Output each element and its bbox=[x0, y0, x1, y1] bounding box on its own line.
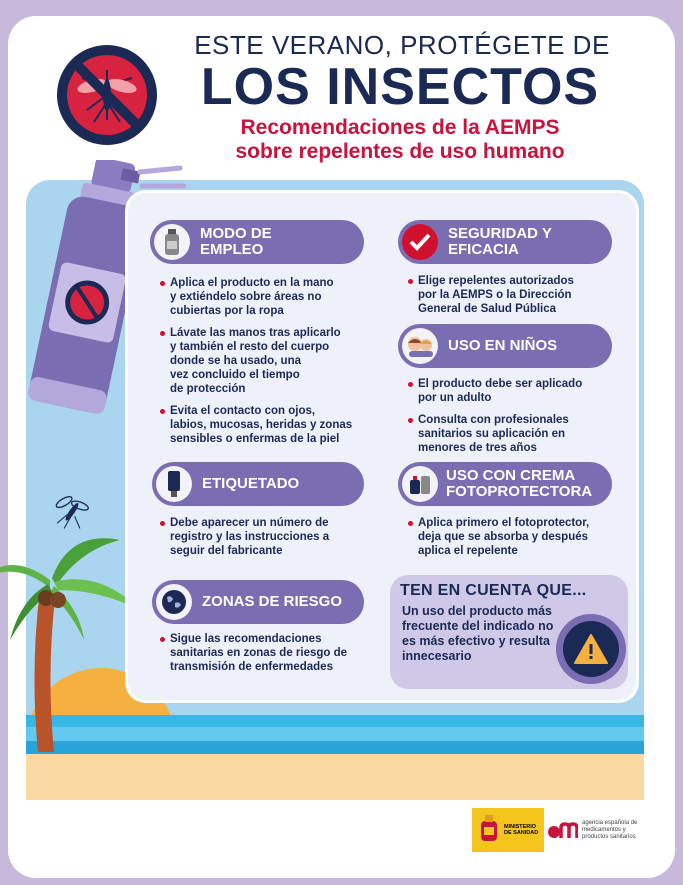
title-line: EFICACIA bbox=[448, 241, 519, 258]
warning-line: Un uso del producto más bbox=[402, 604, 553, 618]
item-line: Evita el contacto con ojos, bbox=[170, 405, 316, 417]
aemps-text bbox=[582, 820, 637, 841]
title-line: USO CON CREMA bbox=[446, 467, 576, 484]
sunscreen-icon bbox=[402, 466, 438, 502]
item-line: por un adulto bbox=[418, 392, 492, 404]
tube-icon bbox=[156, 466, 192, 502]
item-line: deja que se absorba y después bbox=[418, 531, 589, 543]
item-line: vez concluido el tiempo bbox=[170, 369, 300, 381]
item-line: Lávate las manos tras aplicarlo bbox=[170, 327, 341, 339]
aemps-line: agencia española de bbox=[582, 819, 638, 826]
item-line: cubiertas por la ropa bbox=[170, 305, 284, 317]
list-item bbox=[408, 377, 618, 405]
header-subtitle bbox=[165, 116, 635, 164]
list-item bbox=[160, 276, 370, 318]
list-item bbox=[408, 413, 618, 455]
uso-con-crema-list bbox=[408, 516, 622, 566]
warning-title: TEN EN CUENTA QUE... bbox=[400, 582, 587, 599]
sand-strip bbox=[26, 754, 644, 800]
uso-en-ninos-list bbox=[408, 377, 618, 463]
section-title: ETIQUETADO bbox=[202, 475, 300, 492]
header-title: LOS INSECTOS bbox=[200, 58, 600, 116]
checkmark-icon bbox=[402, 224, 438, 260]
subtitle-line-1: Recomendaciones de la AEMPS bbox=[240, 116, 560, 139]
item-line: seguir del fabricante bbox=[170, 545, 283, 557]
list-item bbox=[160, 516, 370, 558]
section-header-etiquetado bbox=[152, 462, 364, 506]
title-line: FOTOPROTECTORA bbox=[446, 483, 593, 500]
item-line: labios, mucosas, heridas y zonas bbox=[170, 419, 353, 431]
section-header-zonas-de-riesgo bbox=[152, 580, 364, 624]
aemps-logo bbox=[548, 808, 646, 852]
modo-de-empleo-list bbox=[160, 276, 370, 454]
list-item bbox=[408, 274, 618, 316]
header-line-1: ESTE VERANO, PROTÉGETE DE bbox=[194, 30, 610, 60]
item-line: sensibles o enfermas de la piel bbox=[170, 433, 340, 445]
item-line: Debe aparecer un número de bbox=[170, 517, 329, 529]
item-line: registro y las instrucciones a bbox=[170, 531, 330, 543]
globe-icon bbox=[156, 584, 192, 620]
aemps-mark-icon bbox=[548, 820, 578, 840]
item-line: Sigue las recomendaciones bbox=[170, 633, 322, 645]
mosquito-icon bbox=[50, 488, 94, 532]
item-line: y también el resto del cuerpo bbox=[170, 341, 330, 353]
aemps-line: medicamentos y bbox=[582, 826, 626, 833]
item-line: por la AEMPS o la Dirección bbox=[418, 289, 572, 301]
list-item bbox=[160, 326, 370, 396]
warning-text bbox=[402, 604, 572, 664]
title-line: SEGURIDAD Y bbox=[448, 225, 552, 242]
subtitle-line-2: sobre repelentes de uso humano bbox=[235, 140, 565, 163]
item-line: Elige repelentes autorizados bbox=[418, 275, 574, 287]
ministerio-sanidad-logo bbox=[472, 808, 544, 852]
ministerio-line: DE SANIDAD bbox=[504, 830, 539, 836]
title-line: EMPLEO bbox=[200, 241, 264, 258]
item-line: transmisión de enfermedades bbox=[170, 661, 333, 673]
item-line: aplica el repelente bbox=[418, 545, 518, 557]
warning-line: frecuente del indicado no bbox=[402, 619, 554, 633]
section-title bbox=[446, 468, 592, 500]
item-line: y extiéndelo sobre áreas no bbox=[170, 291, 322, 303]
item-line: menores de tres años bbox=[418, 442, 537, 454]
no-mosquito-icon bbox=[52, 40, 162, 150]
etiquetado-list bbox=[160, 516, 370, 566]
item-line: Consulta con profesionales bbox=[418, 414, 569, 426]
warning-line: innecesario bbox=[402, 649, 472, 663]
seguridad-list bbox=[408, 274, 618, 324]
item-line: de protección bbox=[170, 383, 246, 395]
item-line: Aplica el producto en la mano bbox=[170, 277, 334, 289]
section-title: ZONAS DE RIESGO bbox=[202, 593, 343, 610]
list-item bbox=[408, 516, 622, 558]
children-icon bbox=[402, 328, 438, 364]
zonas-de-riesgo-list bbox=[160, 632, 370, 682]
item-line: sanitarios su aplicación en bbox=[418, 428, 565, 440]
ministerio-text bbox=[504, 824, 538, 836]
aemps-line: productos sanitarios bbox=[582, 833, 636, 840]
section-header-uso-en-ninos bbox=[398, 324, 612, 368]
item-line: donde se ha usado, una bbox=[170, 355, 301, 367]
section-title bbox=[448, 226, 552, 258]
item-line: Aplica primero el fotoprotector, bbox=[418, 517, 590, 529]
section-title: USO EN NIÑOS bbox=[448, 337, 558, 354]
warning-triangle-icon bbox=[556, 614, 626, 684]
title-line: MODO DE bbox=[200, 225, 272, 242]
item-line: General de Salud Pública bbox=[418, 303, 557, 315]
list-item bbox=[160, 632, 370, 674]
section-header-seguridad-y-eficacia bbox=[398, 220, 612, 264]
section-header-modo-de-empleo bbox=[150, 220, 364, 264]
section-title bbox=[200, 226, 272, 258]
list-item bbox=[160, 404, 370, 446]
warning-line: es más efectivo y resulta bbox=[402, 634, 550, 648]
item-line: sanitarias en zonas de riesgo de bbox=[170, 647, 348, 659]
spray-bottle-icon bbox=[154, 224, 190, 260]
ministerio-line: MINISTERIO bbox=[504, 824, 537, 830]
item-line: El producto debe ser aplicado bbox=[418, 378, 583, 390]
section-header-uso-con-crema bbox=[398, 462, 612, 506]
coat-of-arms-icon bbox=[478, 815, 500, 845]
